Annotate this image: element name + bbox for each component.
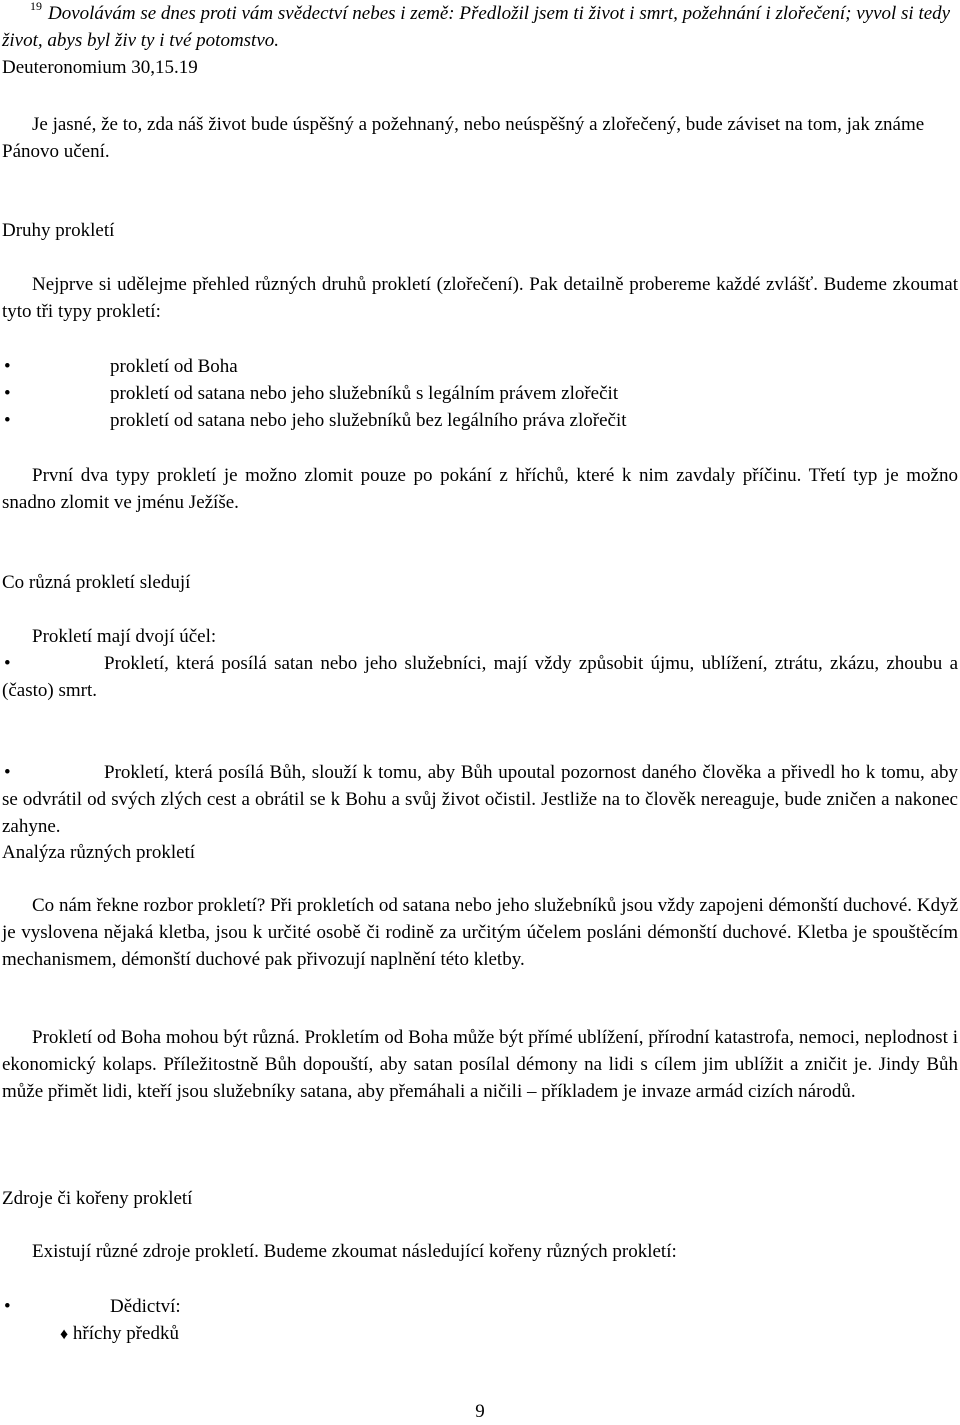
bullet-icon: • xyxy=(4,1296,11,1317)
types-intro-paragraph: Nejprve si udělejme přehled různých druhů prokletí (zlořečení). Pak detailně probereme každé zvlášť. Budeme zkoumat tyto tři typy prokletí: xyxy=(2,274,958,322)
analysis-paragraph-1: Co nám řekne rozbor prokletí? Při prokletích od satana nebo jeho služebníků jsou vždy zapojeni démonští duchové. Když je vyslovena nějaká kletba, jsou k určité osobě či rodině za určitým účelem posláni démonští duchové. Kletba je spouštěcím mechanismem, démonští duchové pak přivozují naplnění této kletby. xyxy=(2,895,958,970)
page-number: 9 xyxy=(475,1401,485,1422)
epigraph-quote xyxy=(2,0,958,81)
list-item xyxy=(2,650,958,704)
bullet-icon: • xyxy=(4,356,11,377)
section-heading-sources: Zdroje či kořeny prokletí xyxy=(2,1188,193,1209)
bullet-icon: • xyxy=(4,762,11,783)
list-item-text: Prokletí, která posílá satan nebo jeho služebníci, mají vždy způsobit újmu, ublížení, ztrátu, zkázu, zhoubu a (často) smrt. xyxy=(2,653,958,701)
quote-text: Dovolávám se dnes proti vám svědectví nebes i země: Předložil jsem ti život i smrt, požehnání i zlořečení; vyvol si tedy život, abys byl živ ty i tvé potomstvo. xyxy=(2,3,951,51)
section-heading-analysis: Analýza různých prokletí xyxy=(2,842,196,863)
sources-paragraph: Existují různé zdroje prokletí. Budeme zkoumat následující kořeny různých prokletí: xyxy=(32,1241,677,1262)
bullet-icon: • xyxy=(4,383,11,404)
purpose-subheading: Prokletí mají dvojí účel: xyxy=(32,626,217,647)
analysis-paragraph-2: Prokletí od Boha mohou být různá. Prokletím od Boha může být přímé ublížení, přírodní katastrofa, nemoci, neplodnost i ekonomický kolaps. Příležitostně Bůh dopouští, aby satan posílal démony na lidi s cílem jim ublížit a zničit je. Jindy Bůh může přimět lidi, kteří jsou služebníky satana, aby přemáhali a ničili – příkladem je invaze armád cizích národů. xyxy=(2,1027,958,1102)
types-list xyxy=(2,353,958,434)
list-item xyxy=(2,759,958,840)
types-conclusion: První dva typy prokletí je možno zlomit pouze po pokání z hříchů, které k nim zavdaly příčinu. Třetí typ je možno snadno zlomit ve jménu Ježíše. xyxy=(2,465,958,513)
list-item xyxy=(2,353,958,380)
sub-list-item xyxy=(2,1320,960,1348)
list-item xyxy=(2,380,958,407)
list-item-text: Dědictví: xyxy=(110,1296,181,1317)
quote-reference: Deuteronomium 30,15.19 xyxy=(2,57,198,78)
intro-paragraph: Je jasné, že to, zda náš život bude úspěšný a požehnaný, nebo neúspěšný a zlořečený, bude záviset na tom, jak známe Pánovo učení. xyxy=(2,114,925,162)
sub-list-item-text: hříchy předků xyxy=(72,1323,179,1344)
bullet-icon: • xyxy=(4,653,11,674)
bullet-icon: • xyxy=(4,410,11,431)
list-item xyxy=(2,407,958,434)
diamond-bullet-icon: ♦ xyxy=(60,1326,69,1343)
list-item-text: prokletí od satana nebo jeho služebníků bez legálního práva zlořečit xyxy=(110,410,627,431)
list-item xyxy=(2,1293,960,1320)
list-item-text: prokletí od Boha xyxy=(110,356,238,377)
list-item-text: prokletí od satana nebo jeho služebníků s legálním právem zlořečit xyxy=(110,383,619,404)
list-item-text: Prokletí, která posílá Bůh, slouží k tomu, aby Bůh upoutal pozornost daného člověka a přivedl ho k tomu, aby se odvrátil od svých zlých cest a obrátil se k Bohu a svůj život očistil. Jestliže na to člověk nereaguje, bude zničen a nakonec zahyne. xyxy=(2,762,958,837)
footnote-marker: 19 xyxy=(30,0,42,13)
section-heading-purpose: Co různá prokletí sledují xyxy=(2,572,191,593)
section-heading-types: Druhy prokletí xyxy=(2,220,115,241)
